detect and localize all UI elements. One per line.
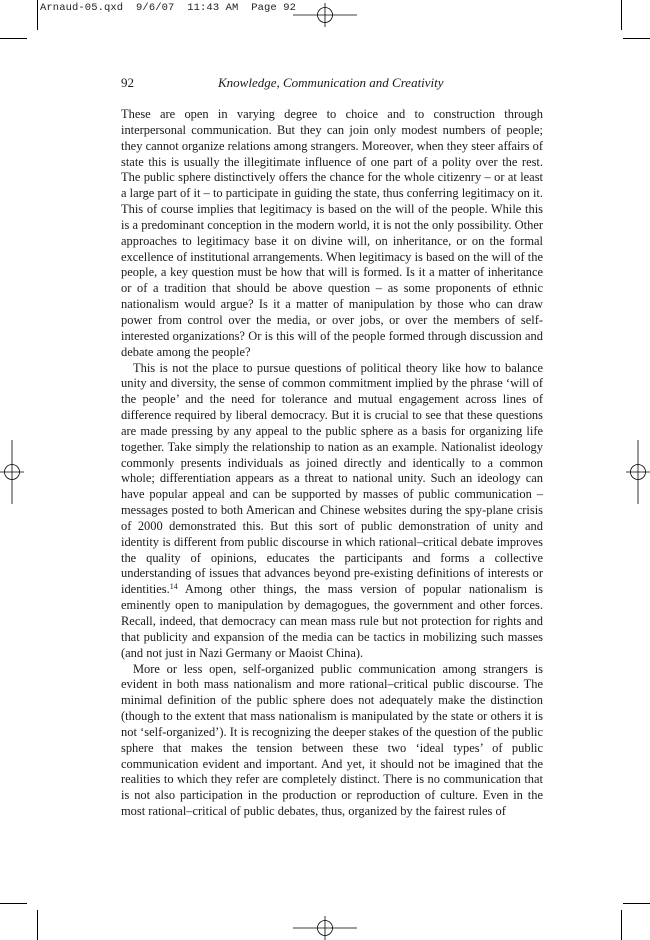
printer-slug: Arnaud-05.qxd 9/6/07 11:43 AM Page 92 bbox=[40, 2, 297, 14]
body-text bbox=[121, 107, 543, 820]
paragraph: These are open in varying degree to choice and to construction through interpersonal communication. But they can join only modest numbers of people; they cannot organize relations among strangers. Moreover, when they steer affairs of state this is usually the illegitimate influence of one part of a polity over the rest. The public sphere distinctively offers the chance for the whole citizenry – or at least a large part of it – to participate in guiding the state, thus conferring legitimacy on it. This of course implies that legitimacy is based on the will of the people. While this is a predominant conception in the modern world, it is not the only possibility. Other approaches to legitimacy base it on divine will, on inheritance, or on the formal excellence of institutional arrangements. When legitimacy is based on the will of the people, a key question must be how that will is formed. Is it a matter of inheritance or of a tradition that should be above question – as some proponents of ethnic nationalism would argue? Is it a matter of manipulation by those who can draw power from control over the media, or over jobs, or over the members of self-interested organizations? Or is this will of the people formed through discussion and debate among the people? bbox=[121, 107, 543, 359]
paragraph-text: This is not the place to pursue questions of political theory like how to balance unity and diversity, the sense of common commitment implied by the phrase ‘will of the people’ and the need for tolerance and mutual engagement across lines of difference required by liberal democracy. But it is crucial to see that these questions are made pressing by any appeal to the public sphere as a basis for organizing life together. Take simply the relationship to nation as an example. Nationalist ideology commonly presents individuals as joined directly and identically to a common whole; differentiation appears as a threat to national unity. Such an ideology can have popular appeal and can be supported by masses of public communication – messages posted to both American and Chinese websites during the spy-plane crisis of 2000 demonstrated this. But this sort of public demonstration of unity and identity is different from public discourse in which rational–critical debate improves the quality of opinions, educates the participants and forms a collective understanding of issues that advances beyond pre-existing definitions of interests or identities. bbox=[121, 360, 543, 597]
registration-mark-right bbox=[626, 440, 650, 504]
registration-mark-left bbox=[0, 440, 24, 504]
page-number: 92 bbox=[121, 75, 134, 90]
paragraph bbox=[121, 361, 543, 662]
footnote-reference[interactable]: 14 bbox=[169, 582, 178, 592]
registration-mark-top bbox=[293, 3, 357, 27]
registration-mark-bottom bbox=[293, 916, 357, 940]
paragraph: More or less open, self-organized public communication among strangers is evident in both mass nationalism and more rational–critical public discourse. The minimal definition of the public sphere does not adequately make the distinction (though to the extent that mass nationalism is manipulated by the state or others it is not ‘self-organized’). It is recognizing the deeper stakes of the question of the public sphere that makes the tension between these two ‘ideal types’ of public communication evident and important. And yet, it should not be imagined that the realities to which they refer are completely distinct. There is no communication that is not also participation in the production or reproduction of culture. Even in the most rational–critical of public debates, thus, organized by the fairest rules of bbox=[121, 661, 543, 819]
paragraph-text: Among other things, the mass version of popular nationalism is eminently open to manipulation by demagogues, the government and other forces. Recall, indeed, that democracy can mean mass rule but not protection for rights and that publicity and expansion of the media can be tactics in mobilizing such masses (and not just in Nazi Germany or Maoist China). bbox=[121, 582, 543, 660]
running-head: Knowledge, Communication and Creativity bbox=[218, 75, 444, 90]
